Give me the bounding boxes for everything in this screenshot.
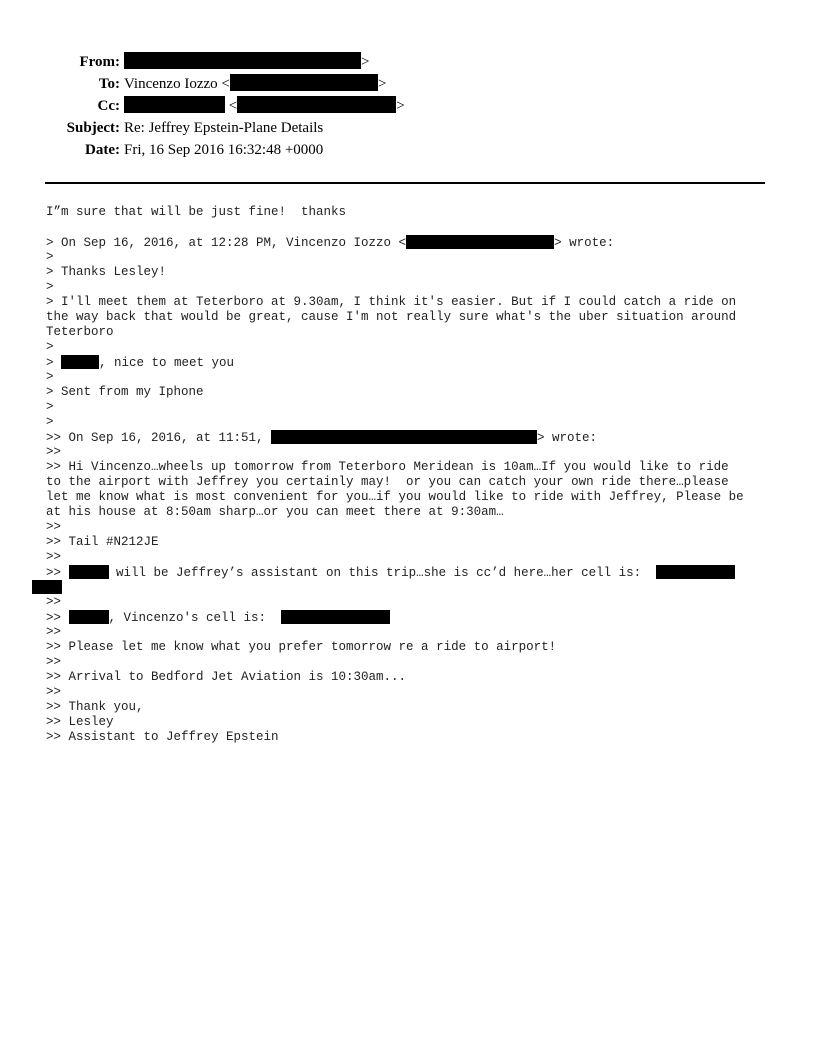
date-label: Date: [85,142,120,158]
cell-text: , Vincenzo's cell is: [108,611,282,625]
redaction-block [61,355,99,369]
quote-marker: > [46,415,54,429]
cc-value: < > [124,95,405,117]
to-name: Vincenzo Iozzo [124,76,218,92]
header-divider [45,182,765,184]
body-line: >> Arrival to Bedford Jet Aviation is 10:30am... [46,670,407,684]
body-line [46,565,776,580]
greeting-text: , nice to meet you [99,356,235,370]
quote-marker: >> [46,445,62,459]
cc-row [0,95,816,117]
body-line: to the airport with Jeffrey you certainly may! or you can catch your own ride there…please [46,475,729,489]
email-body [46,205,776,745]
quote-prefix: >> [46,611,69,625]
redaction-block [656,565,735,579]
body-line: I”m sure that will be just fine! thanks [46,205,347,219]
redaction-block [406,235,554,249]
redaction-block [32,580,62,594]
to-value: Vincenzo Iozzo < > [124,76,387,92]
body-line [46,430,776,445]
body-line: Teterboro [46,325,114,339]
body-line: >> Lesley [46,715,114,729]
date-row [0,139,816,161]
assistant-text: will be Jeffrey’s assistant on this trip…she is cc’d here…her cell is: [108,566,657,580]
quote-marker: > [46,370,54,384]
quote-marker: >> [46,685,62,699]
body-line: at his house at 8:50am sharp…or you can meet there at 9:30am… [46,505,504,519]
quote-marker: >> [46,655,62,669]
redaction-block [230,74,378,91]
body-line: >> Assistant to Jeffrey Epstein [46,730,279,744]
body-line [46,610,776,625]
body-line: > Thanks Lesley! [46,265,167,279]
body-line: >> Thank you, [46,700,144,714]
body-line: > I'll meet them at Teterboro at 9.30am, I think it's easier. But if I could catch a ride on [46,295,737,309]
redaction-block [124,96,225,113]
to-label: To: [98,76,120,92]
quote-prefix: > [46,356,62,370]
quote-marker: > [46,400,54,414]
redaction-block [69,610,109,624]
quote-marker: >> [46,595,62,609]
quote-marker: >> [46,625,62,639]
body-line [46,235,776,250]
redaction-block [69,565,109,579]
quote-marker: > [46,340,54,354]
quote-prefix: >> [46,566,69,580]
quote-marker: > [46,280,54,294]
quote-header-text: > On Sep 16, 2016, at 12:28 PM, Vincenzo Iozzo < [46,236,407,250]
cc-label: Cc: [97,98,120,114]
redaction-block [237,96,396,113]
body-line: >> Hi Vincenzo…wheels up tomorrow from Teterboro Meridean is 10am…If you would like to ride [46,460,729,474]
date-value: Fri, 16 Sep 2016 16:32:48 +0000 [124,142,324,158]
quote-marker: >> [46,520,62,534]
blank-line [46,220,776,235]
subject-value: Re: Jeffrey Epstein-Plane Details [124,120,324,136]
body-line: >> Please let me know what you prefer tomorrow re a ride to airport! [46,640,557,654]
quote-header-suffix: > wrote: [537,431,598,445]
body-line-wrap [46,580,776,595]
quote-marker: > [46,250,54,264]
body-line: the way back that would be great, cause I'm not really sure what's the uber situation around [46,310,737,324]
body-line: >> Tail #N212JE [46,535,159,549]
from-row [0,51,816,73]
redaction-block [271,430,537,444]
quote-marker: >> [46,550,62,564]
subject-label: Subject: [66,120,120,136]
quote-header-suffix: > wrote: [554,236,615,250]
to-row [0,73,816,95]
from-value: > [124,51,369,73]
subject-row [0,117,816,139]
redaction-block [124,52,361,69]
redaction-block [281,610,390,624]
body-line: > Sent from my Iphone [46,385,204,399]
body-line [46,355,776,370]
quote-header-text: >> On Sep 16, 2016, at 11:51, [46,431,272,445]
body-line: let me know what is most convenient for you…if you would like to ride with Jeffrey, Please be [46,490,744,504]
from-label: From: [79,54,120,70]
